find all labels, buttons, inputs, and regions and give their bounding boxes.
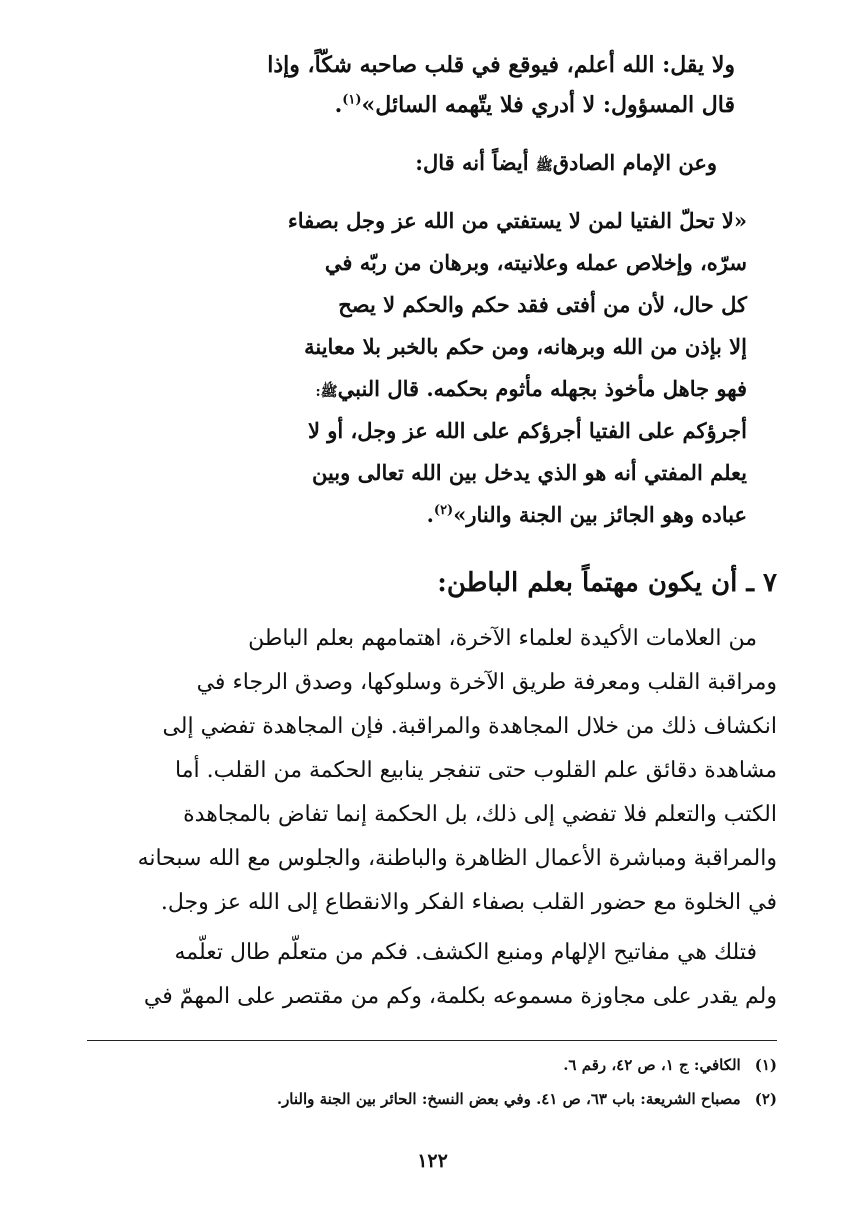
footnote-separator (87, 1040, 777, 1041)
paragraph1-line-5: الكتب والتعلم فلا تفضي إلى ذلك، بل الحكمة إنما تفاض بالمجاهدة (183, 802, 777, 827)
footnote-2-text: مصباح الشريعة: باب ٦٣، ص ٤١. وفي بعض النسخ: الحائر بين الجنة والنار. (276, 1090, 741, 1108)
opening-line-2: قال المسؤول: لا أدري فلا يتّهمه السائل»$^{(١)}$. (334, 92, 735, 118)
section-heading: ٧ ـ أن يكون مهتماً بعلم الباطن: (437, 568, 777, 598)
opening-line-1: ولا يقل: الله أعلم، فيوقع في قلب صاحبه شكّاً، وإذا (267, 52, 735, 78)
paragraph1-line-2: ومراقبة القلب ومعرفة طريق الآخرة وسلوكها، وصدق الرجاء في (196, 670, 777, 695)
footnote-1-text: الكافي: ج ١، ص ٤٢، رقم ٦. (563, 1056, 741, 1074)
quote-line-7: يعلم المفتي أنه هو الذي يدخل بين الله تعالى وبين (311, 460, 747, 485)
quote-line-1: «لا تحلّ الفتيا لمن لا يستفتي من الله عز وجل بصفاء (287, 208, 747, 233)
footnote-ref-1: (١) (342, 92, 362, 108)
quote-line-6: أجرؤكم على الفتيا أجرؤكم على الله عز وجل، أو لا (307, 418, 747, 443)
quote-line-4: إلا بإذن من الله وبرهانه، ومن حكم بالخبر بلا معاينة (304, 334, 747, 359)
footnote-1-number: (١) (754, 1056, 777, 1074)
honorific-mark: ﷺ (535, 158, 553, 174)
paragraph1-line-6: والمراقبة ومباشرة الأعمال الظاهرة والباطنة، والجلوس مع الله سبحانه (137, 846, 777, 871)
footnote-ref-2: (٢) (433, 503, 454, 518)
paragraph2-line-1: فتلك هي مفاتيح الإلهام ومنبع الكشف. فكم من متعلّم طال تعلّمه (174, 940, 757, 965)
paragraph1-line-3: انكشاف ذلك من خلال المجاهدة والمراقبة. فإن المجاهدة تفضي إلى (162, 714, 777, 739)
paragraph2-line-2: ولم يقدر على مجاوزة مسموعه بكلمة، وكم من مقتصر على المهمّ في (143, 984, 777, 1009)
quote-line-2: سرّه، وإخلاص عمله وعلانيته، وبرهان من ربّه في (324, 250, 747, 275)
page-number: ١٢٢ (417, 1150, 448, 1172)
quote-line-3: كل حال، لأن من أفتى فقد حكم والحكم لا يصح (338, 292, 747, 317)
quote-line-5: فهو جاهل مأخوذ بجهله مأثوم بحكمه. قال النبيﷺ: (315, 376, 747, 401)
footnote-2 (87, 1090, 777, 1108)
paragraph1-line-1: من العلامات الأكيدة لعلماء الآخرة، اهتمامهم بعلم الباطن (248, 626, 757, 651)
footnote-2-number: (٢) (754, 1090, 777, 1108)
paragraph1-line-4: مشاهدة دقائق علم القلوب حتى تنفجر ينابيع الحكمة من القلب. أما (175, 758, 777, 783)
intro-line: وعن الإمام الصادقﷺ أيضاً أنه قال: (415, 150, 717, 175)
paragraph1-line-7: في الخلوة مع حضور القلب بصفاء الفكر والانقطاع إلى الله عز وجل. (160, 890, 777, 915)
quote-line-8: عباده وهو الجائز بين الجنة والنار»$^{(٢)}$. (426, 502, 747, 527)
footnote-1 (87, 1056, 777, 1074)
honorific-mark-2: ﷺ: (315, 384, 338, 400)
